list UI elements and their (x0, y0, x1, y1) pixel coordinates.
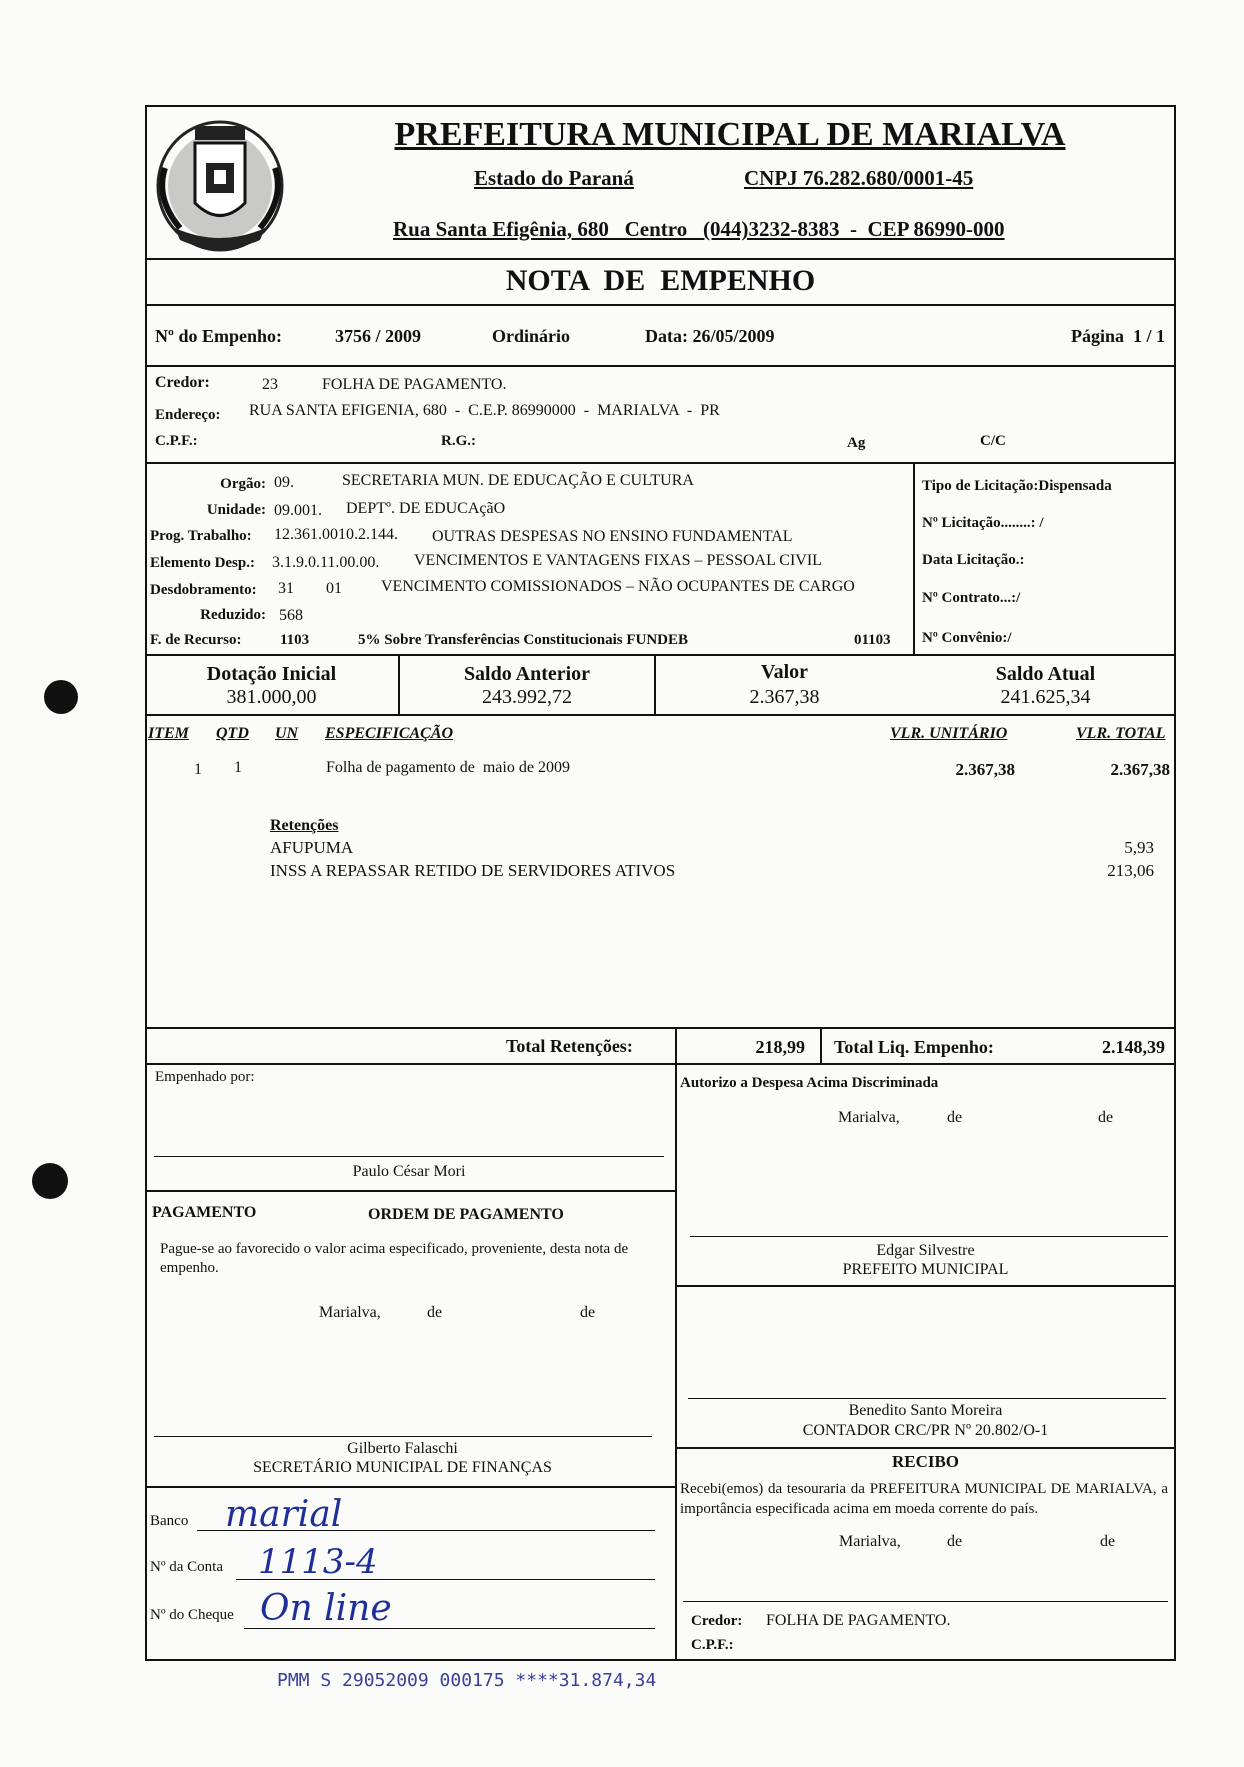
total-retencoes-label: Total Retenções: (506, 1036, 633, 1056)
credor-code: 23 (262, 376, 278, 393)
saldo-anterior-value: 243.992,72 (482, 686, 572, 708)
pagamento-de-1: de (427, 1304, 443, 1321)
pagamento-de-2: de (580, 1304, 596, 1321)
recurso-number: 01103 (854, 632, 891, 648)
orgao-name: SECRETARIA MUN. DE EDUCAÇÃO E CULTURA (342, 472, 694, 489)
unidade-code: 09.001. (274, 502, 322, 519)
dotacao-value: 381.000,00 (226, 686, 317, 708)
autorizo-text: Autorizo a Despesa Acima Discriminada (680, 1075, 939, 1091)
col-item: ITEM (148, 725, 189, 742)
recibo-credor-name: FOLHA DE PAGAMENTO. (766, 1612, 951, 1629)
credor-label: Credor: (155, 374, 210, 391)
saldo-atual-value: 241.625,34 (1000, 686, 1091, 708)
address-field-label: Endereço: (155, 407, 221, 423)
item-description: Folha de pagamento de maio de 2009 (326, 759, 570, 776)
prefeito-name: Edgar Silvestre (876, 1242, 975, 1259)
unidade-name: DEPTº. DE EDUCAçãO (346, 500, 506, 517)
payment-stamp: PMM S 29052009 000175 ****31.874,34 (277, 1670, 657, 1691)
recibo-de-1: de (947, 1533, 963, 1550)
punch-hole (32, 1163, 68, 1199)
page-title: PREFEITURA MUNICIPAL DE MARIALVA (394, 116, 1066, 153)
autorizo-de-2: de (1098, 1109, 1114, 1126)
prefeito-title: PREFEITO MUNICIPAL (842, 1261, 1009, 1278)
total-liquido-value: 2.148,39 (1102, 1037, 1165, 1057)
empenho-number-label: Nº do Empenho: (155, 326, 282, 346)
desdobramento-label: Desdobramento: (150, 582, 257, 598)
convenio-number: Nº Convênio:/ (922, 630, 1012, 646)
empenhado-name: Paulo César Mori (352, 1163, 466, 1180)
recibo-de-2: de (1100, 1533, 1116, 1550)
item-number: 1 (194, 761, 202, 778)
cheque-label: Nº do Cheque (150, 1607, 234, 1623)
recibo-text: Recebi(emos) da tesouraria da PREFEITURA MUNICIPAL DE MARIALVA, a importância especificada acima em moeda corrente do país. (680, 1481, 1168, 1517)
contador-title: CONTADOR CRC/PR Nº 20.802/O-1 (802, 1422, 1049, 1439)
retencoes-title: Retenções (270, 817, 339, 834)
address-label: Rua Santa Efigênia, 680 Centro (044)3232-8383 - CEP 86990-000 (393, 217, 1005, 241)
reduzido-value: 568 (279, 607, 303, 624)
ordem-pagamento-label: ORDEM DE PAGAMENTO (368, 1206, 564, 1223)
empenho-number: 3756 / 2009 (335, 326, 422, 346)
total-retencoes-value: 218,99 (755, 1037, 805, 1057)
municipal-crest-icon (150, 108, 290, 258)
col-especificacao: ESPECIFICAÇÃO (325, 725, 454, 742)
pagamento-marialva: Marialva, (319, 1304, 381, 1321)
col-qtd: QTD (216, 725, 249, 742)
conta-value: 1113-4 (258, 1542, 378, 1582)
ag-label: Ag (847, 435, 866, 451)
empenho-date: Data: 26/05/2009 (645, 326, 775, 346)
licitacao-number: Nº Licitação........: / (922, 515, 1044, 531)
cpf-label: C.P.F.: (155, 433, 198, 449)
orgao-label: Orgão: (220, 476, 266, 492)
empenho-type: Ordinário (492, 326, 571, 346)
item-unit-value: 2.367,38 (955, 760, 1015, 779)
state-label: Estado do Paraná (474, 166, 634, 190)
desdobramento-code-1: 31 (278, 580, 294, 597)
total-liquido-label: Total Liq. Empenho: (834, 1037, 994, 1057)
secretario-title: SECRETÁRIO MUNICIPAL DE FINANÇAS (253, 1459, 552, 1476)
col-vlr-total: VLR. TOTAL (1076, 725, 1166, 742)
valor-value: 2.367,38 (749, 686, 820, 708)
recurso-code: 1103 (280, 632, 310, 648)
secretario-name: Gilberto Falaschi (347, 1440, 458, 1457)
autorizo-de-1: de (947, 1109, 963, 1126)
document-title: NOTA DE EMPENHO (505, 264, 816, 297)
item-qtd: 1 (234, 759, 242, 776)
retencao-name: AFUPUMA (270, 838, 354, 857)
pagamento-label: PAGAMENTO (152, 1204, 257, 1221)
conta-label: Nº da Conta (150, 1559, 223, 1575)
elemento-name: VENCIMENTOS E VANTAGENS FIXAS – PESSOAL CIVIL (414, 552, 822, 569)
cheque-value: On line (260, 1588, 392, 1629)
col-un: UN (275, 725, 299, 742)
punch-hole (44, 680, 78, 714)
elemento-code: 3.1.9.0.11.00.00. (272, 554, 380, 571)
orgao-code: 09. (274, 474, 294, 491)
recibo-title: RECIBO (891, 1452, 960, 1471)
pagamento-text: Pague-se ao favorecido o valor acima especificado, proveniente, desta nota de empenho. (160, 1241, 629, 1276)
prog-name: OUTRAS DESPESAS NO ENSINO FUNDAMENTAL (432, 528, 793, 545)
desdobramento-name: VENCIMENTO COMISSIONADOS – NÃO OCUPANTES DE CARGO (381, 578, 855, 595)
col-vlr-unitario: VLR. UNITÁRIO (890, 725, 1008, 742)
contador-name: Benedito Santo Moreira (848, 1402, 1003, 1419)
recibo-credor-label: Credor: (691, 1613, 743, 1629)
item-total-value: 2.367,38 (1110, 760, 1170, 779)
unidade-label: Unidade: (206, 502, 266, 518)
credor-address: RUA SANTA EFIGENIA, 680 - C.E.P. 86990000 - MARIALVA - PR (249, 402, 720, 419)
retencao-value: 5,93 (1124, 838, 1154, 857)
credor-name: FOLHA DE PAGAMENTO. (322, 376, 507, 393)
retencao-value: 213,06 (1107, 861, 1154, 880)
recurso-name: 5% Sobre Transferências Constitucionais FUNDEB (358, 632, 689, 648)
recibo-marialva: Marialva, (839, 1533, 901, 1550)
saldo-atual-label: Saldo Atual (995, 663, 1096, 685)
desdobramento-code-2: 01 (326, 580, 342, 597)
prog-code: 12.361.0010.2.144. (274, 526, 398, 543)
reduzido-label: Reduzido: (200, 607, 266, 623)
empenhado-label: Empenhado por: (155, 1069, 255, 1085)
cnpj-label: CNPJ 76.282.680/0001-45 (744, 166, 974, 190)
recurso-label: F. de Recurso: (150, 632, 242, 648)
page-number: Página 1 / 1 (1070, 326, 1165, 346)
recibo-cpf-label: C.P.F.: (691, 1637, 734, 1653)
elemento-label: Elemento Desp.: (150, 555, 255, 571)
dotacao-label: Dotação Inicial (206, 663, 337, 685)
licitacao-type: Tipo de Licitação:Dispensada (922, 478, 1112, 494)
banco-label: Banco (150, 1513, 189, 1529)
saldo-anterior-label: Saldo Anterior (463, 663, 591, 685)
banco-value: marial (225, 1494, 343, 1535)
licitacao-date: Data Licitação.: (922, 552, 1025, 568)
contrato-number: Nº Contrato...:/ (922, 590, 1021, 606)
prog-label: Prog. Trabalho: (150, 528, 252, 544)
autorizo-marialva: Marialva, (838, 1109, 900, 1126)
valor-label: Valor (760, 661, 809, 683)
retencao-name: INSS A REPASSAR RETIDO DE SERVIDORES ATIVOS (270, 861, 676, 880)
rg-label: R.G.: (441, 433, 476, 449)
cc-label: C/C (980, 433, 1006, 449)
